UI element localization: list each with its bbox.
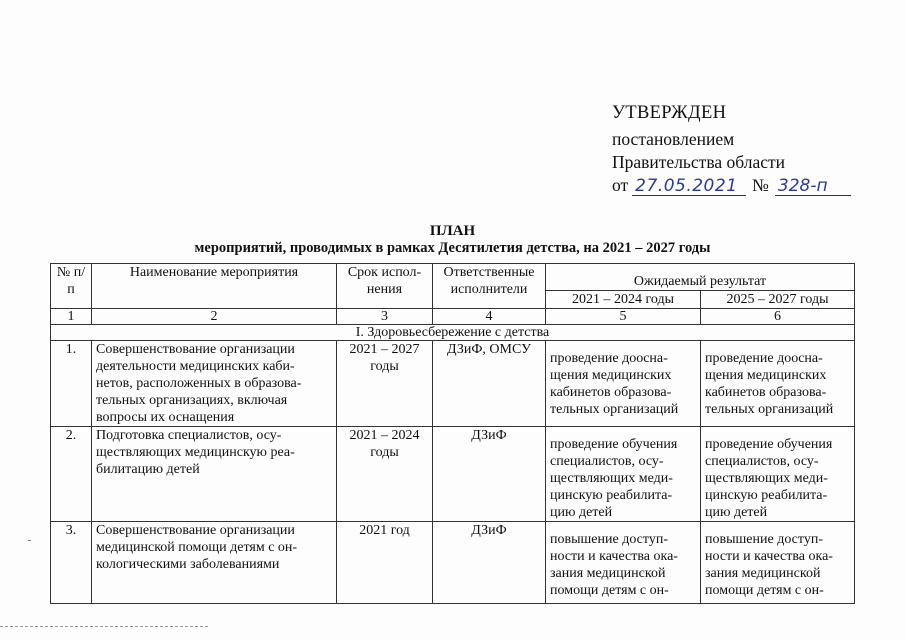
header-term: Срок испол- нения — [337, 264, 433, 309]
row-number: 1. — [51, 341, 92, 427]
header-period-2021-2024: 2021 – 2024 годы — [546, 290, 701, 308]
column-numbers-row — [51, 309, 855, 325]
result-2025-2027: проведение обучения специалистов, осу- ществляющих меди- цинскую реабилита- цию детей — [701, 427, 855, 522]
column-number: 4 — [433, 309, 546, 325]
header-num: № п/п — [51, 264, 92, 309]
approval-block — [612, 102, 851, 197]
section-title: I. Здоровьесбережение с детства — [51, 325, 855, 341]
event-term: 2021 – 2027 годы — [337, 341, 433, 427]
table-row — [51, 522, 855, 604]
result-2025-2027: проведение дооcна- щения медицинских кабинетов образова- тельных организаций — [701, 341, 855, 427]
column-number: 6 — [701, 309, 855, 325]
plan-table — [50, 263, 855, 604]
number-prefix: № — [752, 175, 769, 195]
approval-line-government: Правительства области — [612, 152, 786, 172]
event-responsible: ДЗиФ, ОМСУ — [433, 341, 546, 427]
result-2021-2024: повышение доступ- ности и качества ока- зания медицинской помощи детям с он- — [546, 522, 701, 604]
document-title: ПЛАН — [429, 223, 476, 239]
header-name: Наименование мероприятия — [92, 264, 337, 309]
table-row — [51, 341, 855, 427]
event-name: Подготовка специалистов, осу- ществляющих медицинскую реа- билитацию детей — [92, 427, 337, 522]
column-number: 2 — [92, 309, 337, 325]
result-2025-2027: повышение доступ- ности и качества ока- зания медицинской помощи детям с он- — [701, 522, 855, 604]
row-number: 3. — [51, 522, 92, 604]
approval-line-decree: постановлением — [612, 129, 735, 149]
event-name: Совершенствование организации деятельности медицинских каби- нетов, расположенных в образова- тельных организациях, включая вопросы их оснащения — [92, 341, 337, 427]
result-2021-2024: проведение дооcна- щения медицинских кабинетов образова- тельных организаций — [546, 341, 701, 427]
footnote-separator — [0, 626, 208, 627]
row-number: 2. — [51, 427, 92, 522]
section-row — [51, 325, 855, 341]
scan-speck — [28, 540, 31, 541]
approval-title: УТВЕРЖДЕН — [612, 103, 727, 123]
event-name: Совершенствование организации медицинской помощи детям с он- кологическими заболеваниями — [92, 522, 337, 604]
column-number: 5 — [546, 309, 701, 325]
document-subtitle: мероприятий, проводимых в рамках Десятилетия детства, на 2021 – 2027 годы — [194, 240, 711, 256]
handwritten-date: 27.05.2021 — [632, 177, 746, 196]
table-header-row — [51, 264, 855, 291]
date-prefix: от — [612, 175, 629, 195]
header-period-2025-2027: 2025 – 2027 годы — [701, 290, 855, 308]
column-number: 3 — [337, 309, 433, 325]
event-responsible: ДЗиФ — [433, 427, 546, 522]
approval-date-line — [612, 174, 851, 197]
event-term: 2021 – 2024 годы — [337, 427, 433, 522]
table-row — [51, 427, 855, 522]
header-responsible: Ответственные исполнители — [433, 264, 546, 309]
handwritten-number: 328-п — [775, 177, 851, 196]
event-term: 2021 год — [337, 522, 433, 604]
column-number: 1 — [51, 309, 92, 325]
result-2021-2024: проведение обучения специалистов, осу- ществляющих меди- цинскую реабилита- цию детей — [546, 427, 701, 522]
event-responsible: ДЗиФ — [433, 522, 546, 604]
header-expected-result: Ожидаемый результат — [546, 264, 855, 291]
